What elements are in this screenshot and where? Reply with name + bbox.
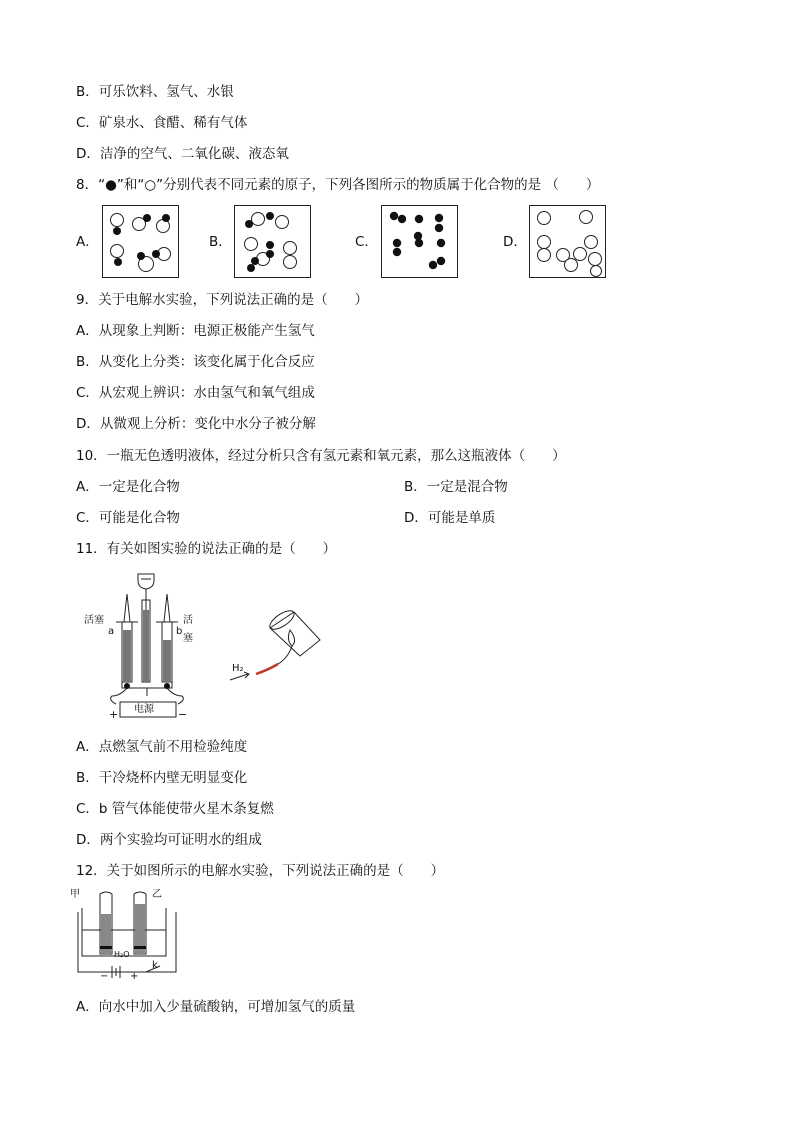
- q8-diagram-c-particles: [382, 206, 459, 279]
- q11-option-d: D．两个实验均可证明水的组成: [76, 832, 262, 848]
- q7-option-c: C．矿泉水、食醋、稀有气体: [76, 115, 248, 131]
- q11-option-b: B．干冷烧杯内壁无明显变化: [76, 770, 248, 786]
- q9-stem: 9．关于电解水实验，下列说法正确的是（ ）: [76, 292, 369, 308]
- q12-electrolysis-apparatus: [70, 888, 186, 984]
- q7-option-d: D．洁净的空气、二氧化碳、液态氧: [76, 146, 289, 162]
- q11-electrolysis-apparatus: [80, 570, 200, 720]
- q8-label-c: C．: [355, 234, 378, 250]
- q8-diagram-c: [381, 205, 458, 278]
- stopcock-label-left: 活塞: [84, 615, 104, 626]
- tube-a-label: a: [108, 626, 115, 637]
- tube-yi-label: 乙: [152, 889, 162, 900]
- q11-option-c: C．b 管气体能使带火星木条复燃: [76, 801, 274, 817]
- q9-option-c: C．从宏观上辨识：水由氢气和氧气组成: [76, 385, 315, 401]
- q8-stem: 8．“●”和“○”分别代表不同元素的原子，下列各图所示的物质属于化合物的是 （ ）: [76, 177, 600, 193]
- hofmann-voltameter-drawing: [80, 570, 200, 720]
- tube-jia-label: 甲: [70, 889, 80, 900]
- stopcock-label-right: 活塞: [183, 615, 193, 644]
- power-label: 电源: [134, 704, 154, 715]
- q7-option-b: B．可乐饮料、氢气、水银: [76, 84, 234, 100]
- q8-label-b: B．: [209, 234, 232, 250]
- q10-option-d: D．可能是单质: [404, 510, 496, 526]
- battery-minus-label: −: [100, 971, 109, 982]
- q10-option-c: C．可能是化合物: [76, 510, 180, 526]
- q10-option-a: A．一定是化合物: [76, 479, 180, 495]
- q10-stem: 10．一瓶无色透明液体，经过分析只含有氢元素和氧元素，那么这瓶液体（ ）: [76, 448, 566, 464]
- q10-option-b: B．一定是混合物: [404, 479, 508, 495]
- q9-option-a: A．从现象上判断：电源正极能产生氢气: [76, 323, 315, 339]
- q9-option-b: B．从变化上分类：该变化属于化合反应: [76, 354, 315, 370]
- q12-stem: 12．关于如图所示的电解水实验，下列说法正确的是（ ）: [76, 863, 445, 879]
- q12-option-a: A．向水中加入少量硫酸钠，可增加氢气的质量: [76, 999, 356, 1015]
- q8-diagram-d: [529, 205, 606, 278]
- q8-diagram-b: [234, 205, 311, 278]
- battery-plus-label: +: [130, 971, 139, 982]
- hydrogen-label: H₂: [232, 663, 244, 674]
- water-label: H₂O: [114, 950, 130, 959]
- q11-option-a: A．点燃氢气前不用检验纯度: [76, 739, 248, 755]
- q8-diagram-a: [102, 205, 179, 278]
- q8-label-a: A．: [76, 234, 99, 250]
- q8-diagram-d-particles: [530, 206, 607, 279]
- tube-b-label: b: [176, 626, 183, 637]
- power-plus-label: +: [109, 708, 119, 721]
- switch-label: k: [152, 960, 158, 971]
- q11-hydrogen-combustion: [228, 608, 328, 688]
- q9-option-d: D．从微观上分析：变化中水分子被分解: [76, 416, 316, 432]
- q11-stem: 11．有关如图实验的说法正确的是（ ）: [76, 541, 337, 557]
- q8-label-d: D．: [503, 234, 527, 250]
- q8-diagram-a-particles: [103, 206, 180, 279]
- q8-diagram-b-particles: [235, 206, 312, 279]
- power-minus-label: −: [178, 708, 188, 721]
